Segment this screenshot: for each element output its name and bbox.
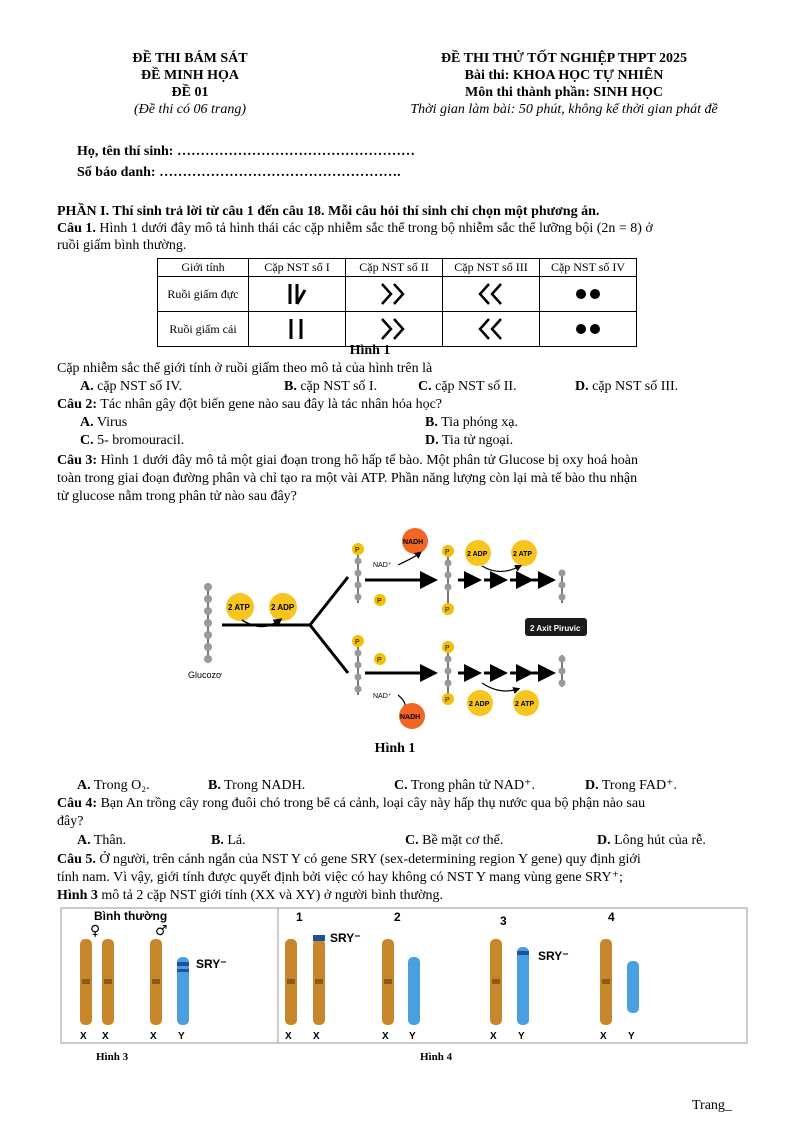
header-left-1: ĐỀ THI BÁM SÁT: [132, 51, 248, 66]
adp-left-label: 2 ADP: [271, 603, 295, 612]
q5-text-line1: [57, 851, 641, 868]
q3-option-c[interactable]: C. Trong phân tử NAD⁺.: [394, 778, 536, 793]
q3-option-b-text: Trong NADH.: [224, 778, 306, 793]
female-symbol-icon: ♀: [90, 923, 101, 939]
q2-body: Tác nhân gây đột biến gene nào sau đây là tác nhân hóa học?: [97, 397, 443, 412]
table-row-male: [158, 277, 637, 312]
header-right-3: Môn thi thành phần: SINH HỌC: [464, 85, 663, 100]
fig4-case4-x: [600, 939, 612, 1025]
q1-option-a-text: cặp NST số IV.: [97, 379, 183, 394]
p-label-7: P: [445, 645, 450, 652]
fig4-case1-label-x2: X: [313, 1031, 320, 1042]
upper-chain-2: [445, 555, 452, 605]
header-right-2: Bài thi: KHOA HỌC TỰ NHIÊN: [464, 68, 664, 83]
th-pair2: Cặp NST số II: [346, 259, 443, 277]
q1-question: Cặp nhiễm sắc thể giới tính ở ruồi giấm theo mô tả của hình trên là: [57, 361, 433, 376]
upper-pyruvate: [559, 570, 566, 604]
fig4-n4: 4: [608, 910, 615, 924]
q4-text-line1: [57, 795, 645, 812]
p-label-5: P: [355, 639, 360, 646]
q1-text1: Hình 1 dưới đây mô tả hình thái các cặp nhiễm sắc thể trong bộ nhiễm sắc thể lưỡng bội (2n = 8) ở: [95, 221, 653, 236]
q3-text-line3: từ glucose nằm trong phân tử nào sau đây?: [57, 489, 297, 504]
glucose-chain: [204, 583, 212, 663]
fig4-n3: 3: [500, 914, 507, 928]
adp-upper-label: 2 ADP: [467, 551, 488, 558]
fig3-x-chromosome: [102, 939, 114, 1025]
q3-option-d[interactable]: D. Trong FAD⁺.: [585, 778, 677, 793]
q5-text1: Ở người, trên cánh ngắn của NST Y có gene SRY (sex-determining region Y gene) quy định giới: [95, 852, 641, 867]
q1-option-b-text: cặp NST số I.: [300, 379, 378, 394]
pyruvic-label: 2 Axit Piruvic: [530, 624, 581, 633]
q5-text-line2: tính nam. Vì vậy, giới tính được quyết định bởi việc có hay không có NST Y mang vùng gene SRY⁺;: [57, 870, 623, 885]
fig4-case2-x: [382, 939, 394, 1025]
q3-option-a-text: Trong O₂.: [93, 778, 150, 793]
lower-chain-1: [355, 647, 362, 695]
fig3-x-chromosome: [80, 939, 92, 1025]
p-label-2: P: [377, 598, 382, 605]
q5-text-line3: [57, 887, 443, 904]
q1-option-b[interactable]: B. cặp NST số I.: [284, 379, 378, 394]
lower-chain-2: [445, 649, 452, 695]
q5-label: Câu 5.: [57, 852, 96, 867]
p-label-8: P: [445, 697, 450, 704]
lower-pyruvate: [559, 655, 566, 687]
male-pair2: [346, 277, 443, 312]
p-label-3: P: [445, 549, 450, 556]
q3-text-line1: [57, 452, 638, 469]
male-symbol-icon: ♂: [155, 923, 168, 939]
q4-option-a[interactable]: A. Thân.: [77, 833, 127, 848]
fig4-caption: Hình 4: [420, 1051, 453, 1063]
row-female-label: Ruồi giấm cái: [158, 312, 249, 347]
fig3-title: Bình thường: [94, 909, 168, 923]
header-left-4: (Đề thi có 06 trang): [134, 102, 246, 117]
th-pair3: Cặp NST số III: [443, 259, 540, 277]
q1-option-c[interactable]: C. cặp NST số II.: [418, 379, 517, 394]
q4-label: Câu 4:: [57, 796, 98, 811]
p-label-1: P: [355, 547, 360, 554]
q3-option-a[interactable]: A. Trong O₂.: [77, 778, 150, 793]
nadh-lower-label: NADH: [400, 714, 421, 721]
nad-upper-label: NAD⁺: [373, 562, 392, 569]
q2-option-c[interactable]: C. 5- bromouracil.: [80, 433, 185, 448]
fig3-sry-label: SRY⁻: [196, 957, 227, 971]
q3-option-d-text: Trong FAD⁺.: [601, 778, 677, 793]
chromosome-v-left-icon: [471, 316, 511, 342]
q5-fig3-ref: Hình 3: [57, 888, 98, 903]
chromosome-v-right-icon: [374, 281, 414, 307]
chromosome-dot-icon: [568, 316, 608, 342]
q2-option-a[interactable]: A. Virus: [80, 415, 128, 430]
fig4-case4-y: [627, 961, 639, 1013]
page-number: Trang_: [692, 1098, 732, 1113]
q4-option-c[interactable]: C. Bề mặt cơ thể.: [405, 833, 504, 848]
fig4-case3-x: [490, 939, 502, 1025]
sex-chromosome-figures: [60, 905, 750, 1065]
fig4-case4-label-y: Y: [628, 1031, 635, 1042]
q3-label: Câu 3:: [57, 453, 98, 468]
fig4-case3-label-x: X: [490, 1031, 497, 1042]
chromosome-v-left-icon: [471, 281, 511, 307]
fig4-case2-label-y: Y: [409, 1031, 416, 1042]
chromosome-dot-icon: [568, 281, 608, 307]
fig4-case3-sry-label: SRY⁻: [538, 949, 569, 963]
q5-text3: mô tả 2 cặp NST giới tính (XX và XY) ở người bình thường.: [97, 888, 443, 903]
glucose-label: Glucozơ: [188, 670, 222, 680]
atp-upper-label: 2 ATP: [513, 551, 533, 558]
atp-left-label: 2 ATP: [228, 603, 250, 612]
fig4-case1-x: [285, 939, 297, 1025]
part1-title: PHẦN I. Thí sinh trả lời từ câu 1 đến câu 18. Mỗi câu hỏi thí sinh chỉ chọn một phương án.: [57, 204, 600, 219]
q2-option-b[interactable]: B. Tia phóng xạ.: [425, 415, 518, 430]
q4-option-a-text: Thân.: [93, 833, 127, 848]
q4-option-b[interactable]: B. Lá.: [211, 833, 246, 848]
student-name-field[interactable]: Họ, tên thí sinh: ……………………………………………: [77, 144, 415, 159]
q4-option-d[interactable]: D. Lông hút của rễ.: [597, 833, 706, 848]
adp-lower-label: 2 ADP: [469, 701, 490, 708]
fig4-case2-label-x: X: [382, 1031, 389, 1042]
q2-option-a-text: Virus: [96, 415, 128, 430]
q4-text1: Bạn An trồng cây rong đuôi chó trong bể cá cảnh, loại cây này hấp thụ nước qua bộ phận nào sau: [97, 796, 646, 811]
fig4-case3-y: [517, 947, 529, 1025]
q1-option-a[interactable]: A. cặp NST số IV.: [80, 379, 183, 394]
header-right-4: Thời gian làm bài: 50 phút, không kể thời gian phát đề: [410, 102, 718, 117]
th-pair4: Cặp NST số IV: [540, 259, 637, 277]
chromosome-rod-icon: [277, 316, 317, 342]
q4-option-d-text: Lông hút của rễ.: [614, 833, 706, 848]
q3-option-c-text: Trong phân tử NAD⁺.: [410, 778, 536, 793]
q2-option-d[interactable]: D. Tia tử ngoại.: [425, 433, 514, 448]
q4-option-b-text: Lá.: [227, 833, 246, 848]
q2-option-d-text: Tia tử ngoại.: [441, 433, 514, 448]
fig4-case1-sry-label: SRY⁻: [330, 931, 361, 945]
nst-table: [157, 258, 637, 347]
nadh-upper-label: NADH: [403, 539, 424, 546]
q1-option-c-text: cặp NST số II.: [435, 379, 517, 394]
q2-option-c-text: 5- bromouracil.: [97, 433, 185, 448]
q1-option-d[interactable]: D. cặp NST số III.: [575, 379, 679, 394]
fig3-label-y: Y: [178, 1031, 185, 1042]
female-pair4: [540, 312, 637, 347]
nad-lower-label: NAD⁺: [373, 693, 392, 700]
fig3-label-x1: X: [80, 1031, 87, 1042]
fig4-case3-label-y: Y: [518, 1031, 525, 1042]
q4-option-c-text: Bề mặt cơ thể.: [422, 833, 504, 848]
fig3-y-chromosome: [177, 957, 189, 1025]
nst-table-header: [158, 259, 637, 277]
fig3-x-chromosome: [150, 939, 162, 1025]
male-pair4: [540, 277, 637, 312]
p-label-6: P: [377, 657, 382, 664]
q3-option-b[interactable]: B. Trong NADH.: [208, 778, 306, 793]
q1-option-d-text: cặp NST số III.: [592, 379, 679, 394]
q3-text-line2: toàn trong giai đoạn đường phân và chỉ tạo ra một vài ATP. Phần năng lượng còn lại mà tế bào thu nhận: [57, 471, 638, 486]
header-left-3: ĐỀ 01: [171, 85, 209, 100]
fig4-n2: 2: [394, 910, 401, 924]
fig4-case2-y: [408, 957, 420, 1025]
q1-text-line2: ruồi giấm bình thường.: [57, 238, 187, 253]
q2-option-b-text: Tia phóng xạ.: [441, 415, 518, 430]
chromosome-rod-hook-icon: [277, 281, 317, 307]
fig3-label-x2: X: [102, 1031, 109, 1042]
q2-label: Câu 2:: [57, 397, 98, 412]
row-male-label: Ruồi giấm đực: [158, 277, 249, 312]
q3-text1: Hình 1 dưới đây mô tả một giai đoạn trong hô hấp tế bào. Một phân tử Glucose bị oxy hoá hoàn: [97, 453, 638, 468]
th-gender: Giới tính: [158, 259, 249, 277]
student-id-field[interactable]: Số báo danh: …………………………………………….: [77, 165, 401, 180]
th-pair1: Cặp NST số I: [249, 259, 346, 277]
q1-figure-caption: Hình 1: [349, 343, 391, 358]
q1-text-line1: [57, 220, 653, 237]
fig3-caption: Hình 3: [96, 1051, 129, 1063]
female-pair3: [443, 312, 540, 347]
chromosome-v-right-icon: [374, 316, 414, 342]
fig4-n1: 1: [296, 910, 303, 924]
fig4-case1-x-sry: [313, 935, 325, 1025]
header-left-2: ĐỀ MINH HỌA: [141, 68, 239, 83]
atp-lower-label: 2 ATP: [515, 701, 535, 708]
q2-text: [57, 396, 442, 413]
fig4-case4-label-x: X: [600, 1031, 607, 1042]
upper-chain-1: [355, 555, 362, 603]
q1-label: Câu 1.: [57, 221, 96, 236]
male-pair3: [443, 277, 540, 312]
fig4-case1-label-x1: X: [285, 1031, 292, 1042]
male-pair1: [249, 277, 346, 312]
glycolysis-diagram: [180, 525, 590, 730]
q4-text-line2: đây?: [57, 814, 84, 829]
q3-figure-caption: Hình 1: [374, 741, 416, 756]
header-right-1: ĐỀ THI THỬ TỐT NGHIỆP THPT 2025: [440, 51, 688, 66]
fig3-label-x3: X: [150, 1031, 157, 1042]
p-label-4: P: [445, 607, 450, 614]
